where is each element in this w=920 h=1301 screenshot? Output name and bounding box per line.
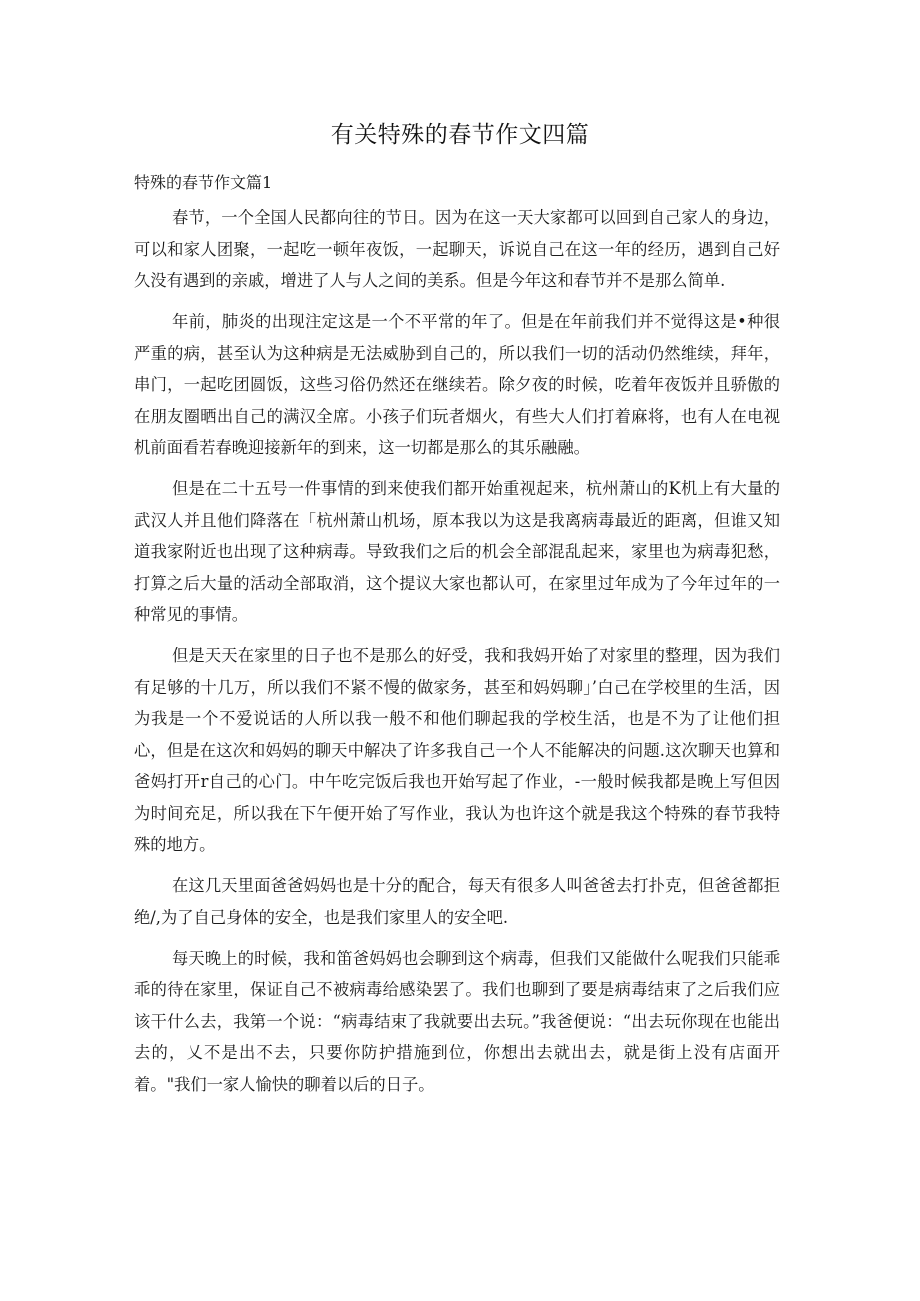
section-heading: 特殊的春节作文篇1 [134, 173, 273, 192]
document-body [134, 202, 780, 1110]
paragraph-5: 在这几天里面爸爸妈妈也是十分的配合，每天有很多人叫爸爸去打扑克，但爸爸都拒绝/,为了自己身体的安全，也是我们家里人的安全吧. [134, 876, 780, 927]
paragraph-1: 春节，一个全国人民都向往的节日。因为在这一天大家都可以回到自己家人的身边，可以和家人团聚，一起吃一顿年夜饭，一起聊天，诉说自己在这一年的经历，遇到自己好久没有遇到的亲戚，增进了人与人之间的美系。但是今年这和春节并不是那么简单. [134, 208, 780, 290]
paragraph-4: 但是天天在家里的日子也不是那么的好受，我和我妈开始了对家里的整理，因为我们有足够的十几万，所以我们不紧不慢的做家务，甚至和妈妈聊」’白己在学校里的生活，因为我是一个不爱说话的人所以我一般不和他们聊起我的学校生活，也是不为了让他们担心，但是在这次和妈妈的聊天中解决了许多我自己一个人不能解决的问题.这次聊天也算和爸妈打开r自己的心门。中午吃完饭后我也开始写起了作业，-一般时候我都是晚上写但因为时间充足，所以我在下午便开始了写作业，我认为也许这个就是我这个特殊的春节我特殊的地方。 [134, 646, 780, 854]
paragraph-2: 年前，肺炎的出现注定这是一个不平常的年了。但是在年前我们并不觉得这是•种很严重的病，甚至认为这种病是无法威胁到自己的，所以我们一切的活动仍然维续，拜年，串门，一起吃团圆饭，这些习俗仍然还在继续若。除夕夜的时候，吃着年夜饭并且骄傲的在朋友圈晒出自己的满汉全席。小孩子们玩者烟火，有些大人们打着麻将，也有人在电视机前面看若春晚迎接新年的到来，这一切都是那么的其乐融融。 [134, 312, 780, 457]
paragraph-6: 每天晚上的时候，我和笛爸妈妈也会聊到这个病毒，但我们又能做什么呢我们只能乖乖的待在家里，保证自己不被病毒给感染罢了。我们也聊到了要是病毒结束了之后我们应该干什么去，我第一个说：“病毒结束了我就要出去玩。”我爸便说：“出去玩你现在也能出去的，乂不是出不去，只要你防护措施到位，你想出去就出去，就是街上没有店面开着。"我们一家人愉快的聊着以后的日子。 [134, 948, 780, 1094]
document-title: 有关特殊的春节作文四篇 [330, 122, 590, 148]
paragraph-3: 但是在二十五号一件事情的到来使我们都开始重视起来，杭州萧山的K机上有大量的武汉人并且他们降落在「杭州萧山机场，原本我以为这是我离病毒最近的距离，但谁又知道我家附近也出现了这种病毒。导致我们之后的机会全部混乱起来，家里也为病毒犯愁，打算之后大量的活动全部取消，这个提议大家也都认可，在家里过年成为了今年过年的一种常见的事情。 [134, 479, 780, 624]
